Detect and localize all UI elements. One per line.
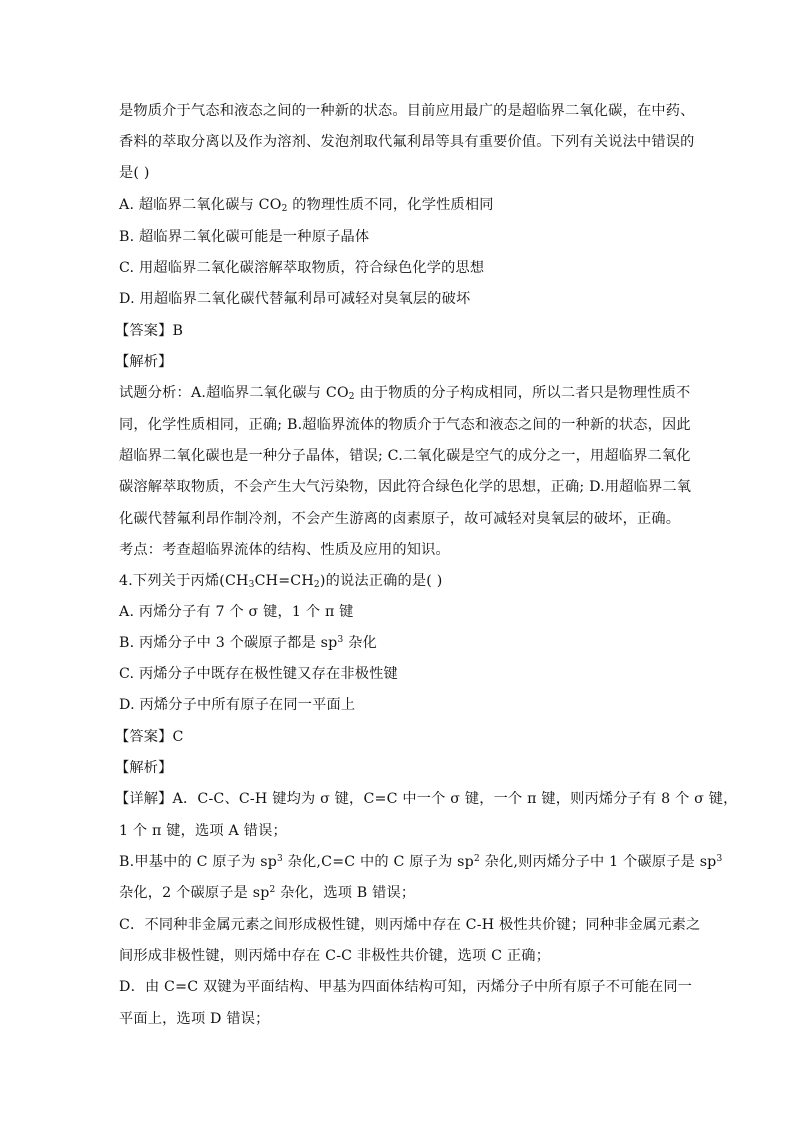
q3-analysis-label: 【解析】 — [115, 354, 173, 370]
q3-option-d: D. 用超临界二氧化碳代替氟利昂可减轻对臭氧层的破坏 — [119, 291, 471, 307]
q4-detail-d-line-1: D．由 C=C 双键为平面结构、甲基为四面体结构可知，丙烯分子中所有原子不可能在同一 — [119, 979, 693, 995]
q4-option-c: C. 丙烯分子中既存在极性键又存在非极性键 — [119, 666, 398, 682]
q4-option-d: D. 丙烯分子中所有原子在同一平面上 — [119, 697, 356, 713]
q4-analysis-label: 【解析】 — [115, 760, 173, 776]
q3-option-b: B. 超临界二氧化碳可能是一种原子晶体 — [119, 229, 370, 245]
q4-detail-c-line-2: 间形成非极性键，则丙烯中存在 C-C 非极性共价键，选项 C 正确； — [119, 948, 551, 964]
q4-answer: 【答案】C — [115, 729, 184, 745]
q3-analysis-line-3: 超临界二氧化碳也是一种分子晶体，错误; C.二氧化碳是空气的成分之一，用超临界二氧化 — [119, 448, 691, 464]
q3-stem-line-1: 是物质介于气态和液态之间的一种新的状态。目前应用最广的是超临界二氧化碳，在中药、 — [119, 103, 695, 119]
q3-analysis-line-1: 试题分析：A.超临界二氧化碳与 $CO_2$ 由于物质的分子构成相同，所以二者只是物理性质不 — [119, 385, 691, 402]
q4-detail-a-line-1: 【详解】A．C-C、C-H 键均为 σ 键，C=C 中一个 σ 键，一个 π 键，则丙烯分子有 8 个 σ 键， — [115, 791, 738, 807]
q4-detail-c-line-1: C．不同种非金属元素之间形成极性键，则丙烯中存在 C-H 极性共价键；同种非金属元素之 — [119, 917, 701, 933]
q4-detail-d-line-2: 平面上，选项 D 错误； — [119, 1011, 270, 1027]
q4-detail-b-line-2: 杂化，2 个碳原子是 $sp^2$ 杂化，选项 B 错误； — [119, 885, 416, 901]
q3-analysis-line-5: 化碳代替氟利昂作制冷剂，不会产生游离的卤素原子，故可减轻对臭氧层的破坏，正确。 — [119, 511, 681, 527]
q3-option-c: C. 用超临界二氧化碳溶解萃取物质，符合绿色化学的思想 — [119, 260, 485, 276]
q4-option-a: A. 丙烯分子有 7 个 σ 键，1 个 π 键 — [119, 604, 354, 620]
q4-detail-b-line-1: B.甲基中的 C 原子为 $sp^3$ 杂化,C=C 中的 C 原子为 $sp^2$ 杂化,则丙烯分子中 1 个碳原子是 $sp^3$ — [119, 854, 723, 870]
q4-option-b: B. 丙烯分子中 3 个碳原子都是 $sp^3$ 杂化 — [119, 635, 377, 651]
q3-option-a: A. 超临界二氧化碳与 $CO_2$ 的物理性质不同，化学性质相同 — [119, 197, 494, 214]
q4-detail-a-line-2: 1 个 π 键，选项 A 错误； — [119, 823, 287, 839]
q3-analysis-line-4: 碳溶解萃取物质，不会产生大气污染物，因此符合绿色化学的思想，正确; D.用超临界二氧 — [119, 479, 692, 495]
q3-analysis-line-2: 同，化学性质相同，正确; B.超临界流体的物质介于气态和液态之间的一种新的状态，因此 — [119, 417, 691, 433]
q3-answer: 【答案】B — [115, 323, 184, 339]
q3-stem-line-2: 香料的萃取分离以及作为溶剂、发泡剂取代氟利昂等具有重要价值。下列有关说法中错误的 — [119, 134, 695, 150]
q3-knowledge-point: 考点：考查超临界流体的结构、性质及应用的知识。 — [119, 542, 450, 558]
q3-stem-line-3: 是( ) — [119, 165, 150, 181]
q4-stem: 4.下列关于丙烯$(CH_3CH=CH_2)$的说法正确的是( ) — [119, 573, 443, 590]
